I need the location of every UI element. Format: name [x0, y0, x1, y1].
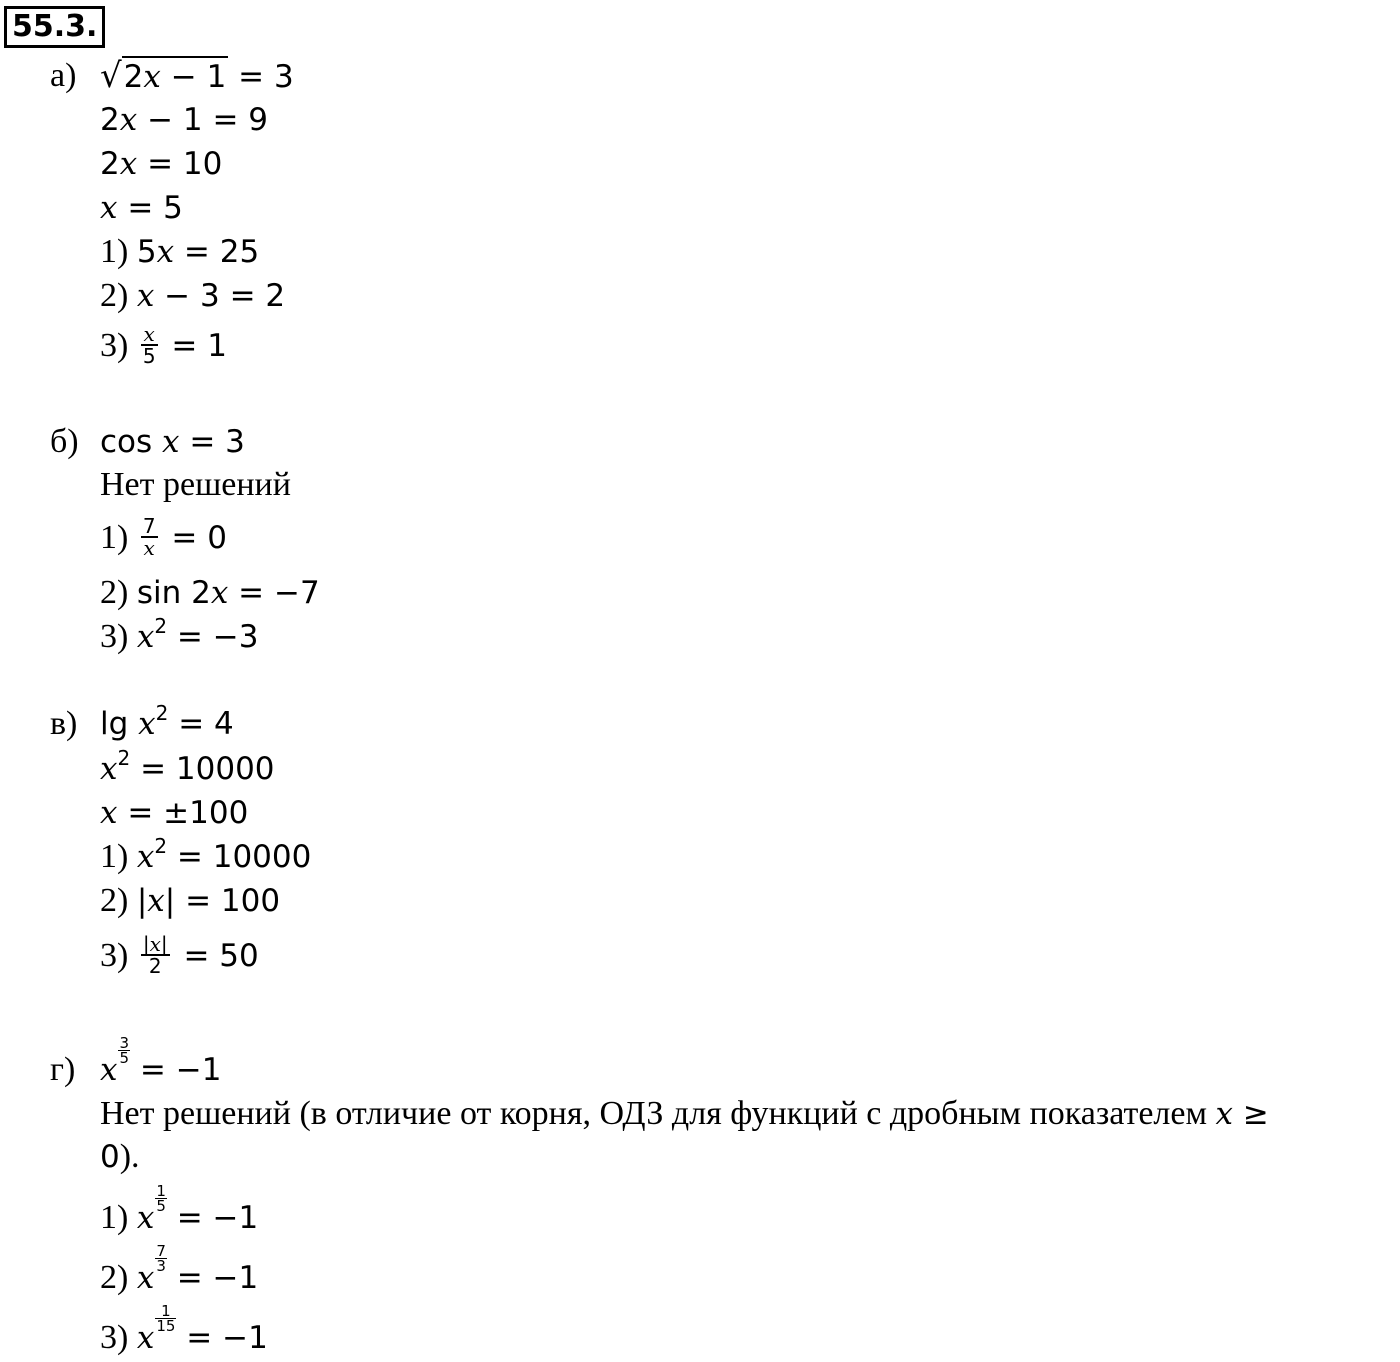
- part-d-item-2: 2) x $\frac{7}{3}$ = −1: [100, 1242, 259, 1296]
- part-b-note: Нет решений: [100, 466, 291, 503]
- part-a-step-3: x = 5: [100, 190, 183, 226]
- part-c-item-1: 1) $x^2 = 10000$: [100, 834, 312, 875]
- part-d-item-3: 3) x $\frac{1}{15}$ = −1: [100, 1302, 268, 1356]
- part-c-item-2: 2) |x| = 100: [100, 882, 281, 919]
- part-a-item-3: 3) $\frac{x}{5}$ = 1: [100, 322, 227, 369]
- part-b-item-3: 3) $x^2 = -3$: [100, 614, 259, 655]
- part-a-step-2: 2x = 10: [100, 146, 223, 182]
- part-d-note-line-2: 0).: [100, 1138, 140, 1175]
- fraction: $\frac{|x|}{2}$: [142, 932, 168, 979]
- part-d-note-line-1: Нет решений (в отличие от корня, ОДЗ для функций с дробным показателем x ≥: [100, 1095, 1269, 1132]
- exponent-fraction: $\frac{1}{5}$: [156, 1182, 166, 1215]
- exponent-fraction: $\frac{7}{3}$: [156, 1242, 166, 1275]
- part-c-step-2: x = ±100: [100, 795, 249, 831]
- fraction: $\frac{7}{x}$: [142, 514, 156, 561]
- part-a-label: а): [50, 57, 77, 94]
- part-d-item-1: 1) x $\frac{1}{5}$ = −1: [100, 1182, 259, 1236]
- sqrt-expression: √2x − 1: [100, 56, 227, 96]
- part-a-item-1: 1) 5x = 25: [100, 233, 260, 270]
- fraction: $\frac{x}{5}$: [142, 322, 156, 369]
- part-c-item-3: 3) $\frac{|x|}{2}$ = 50: [100, 932, 259, 979]
- part-d-label: г): [50, 1051, 76, 1088]
- part-c-step-1: $x^2 = 10000$: [100, 746, 275, 787]
- part-c-label: в): [50, 705, 78, 742]
- exponent-fraction: $\frac{3}{5}$: [119, 1034, 130, 1067]
- part-b-item-1: 1) $\frac{7}{x}$ = 0: [100, 514, 227, 561]
- part-a-step-1: 2x − 1 = 9: [100, 102, 269, 138]
- part-b-label: б): [50, 423, 79, 460]
- part-a-item-2: 2) x − 3 = 2: [100, 277, 286, 314]
- problem-number: 55.3.: [4, 6, 105, 48]
- part-b-item-2: 2) sin 2x = −7: [100, 574, 320, 611]
- exponent-fraction: $\frac{1}{15}$: [156, 1302, 176, 1335]
